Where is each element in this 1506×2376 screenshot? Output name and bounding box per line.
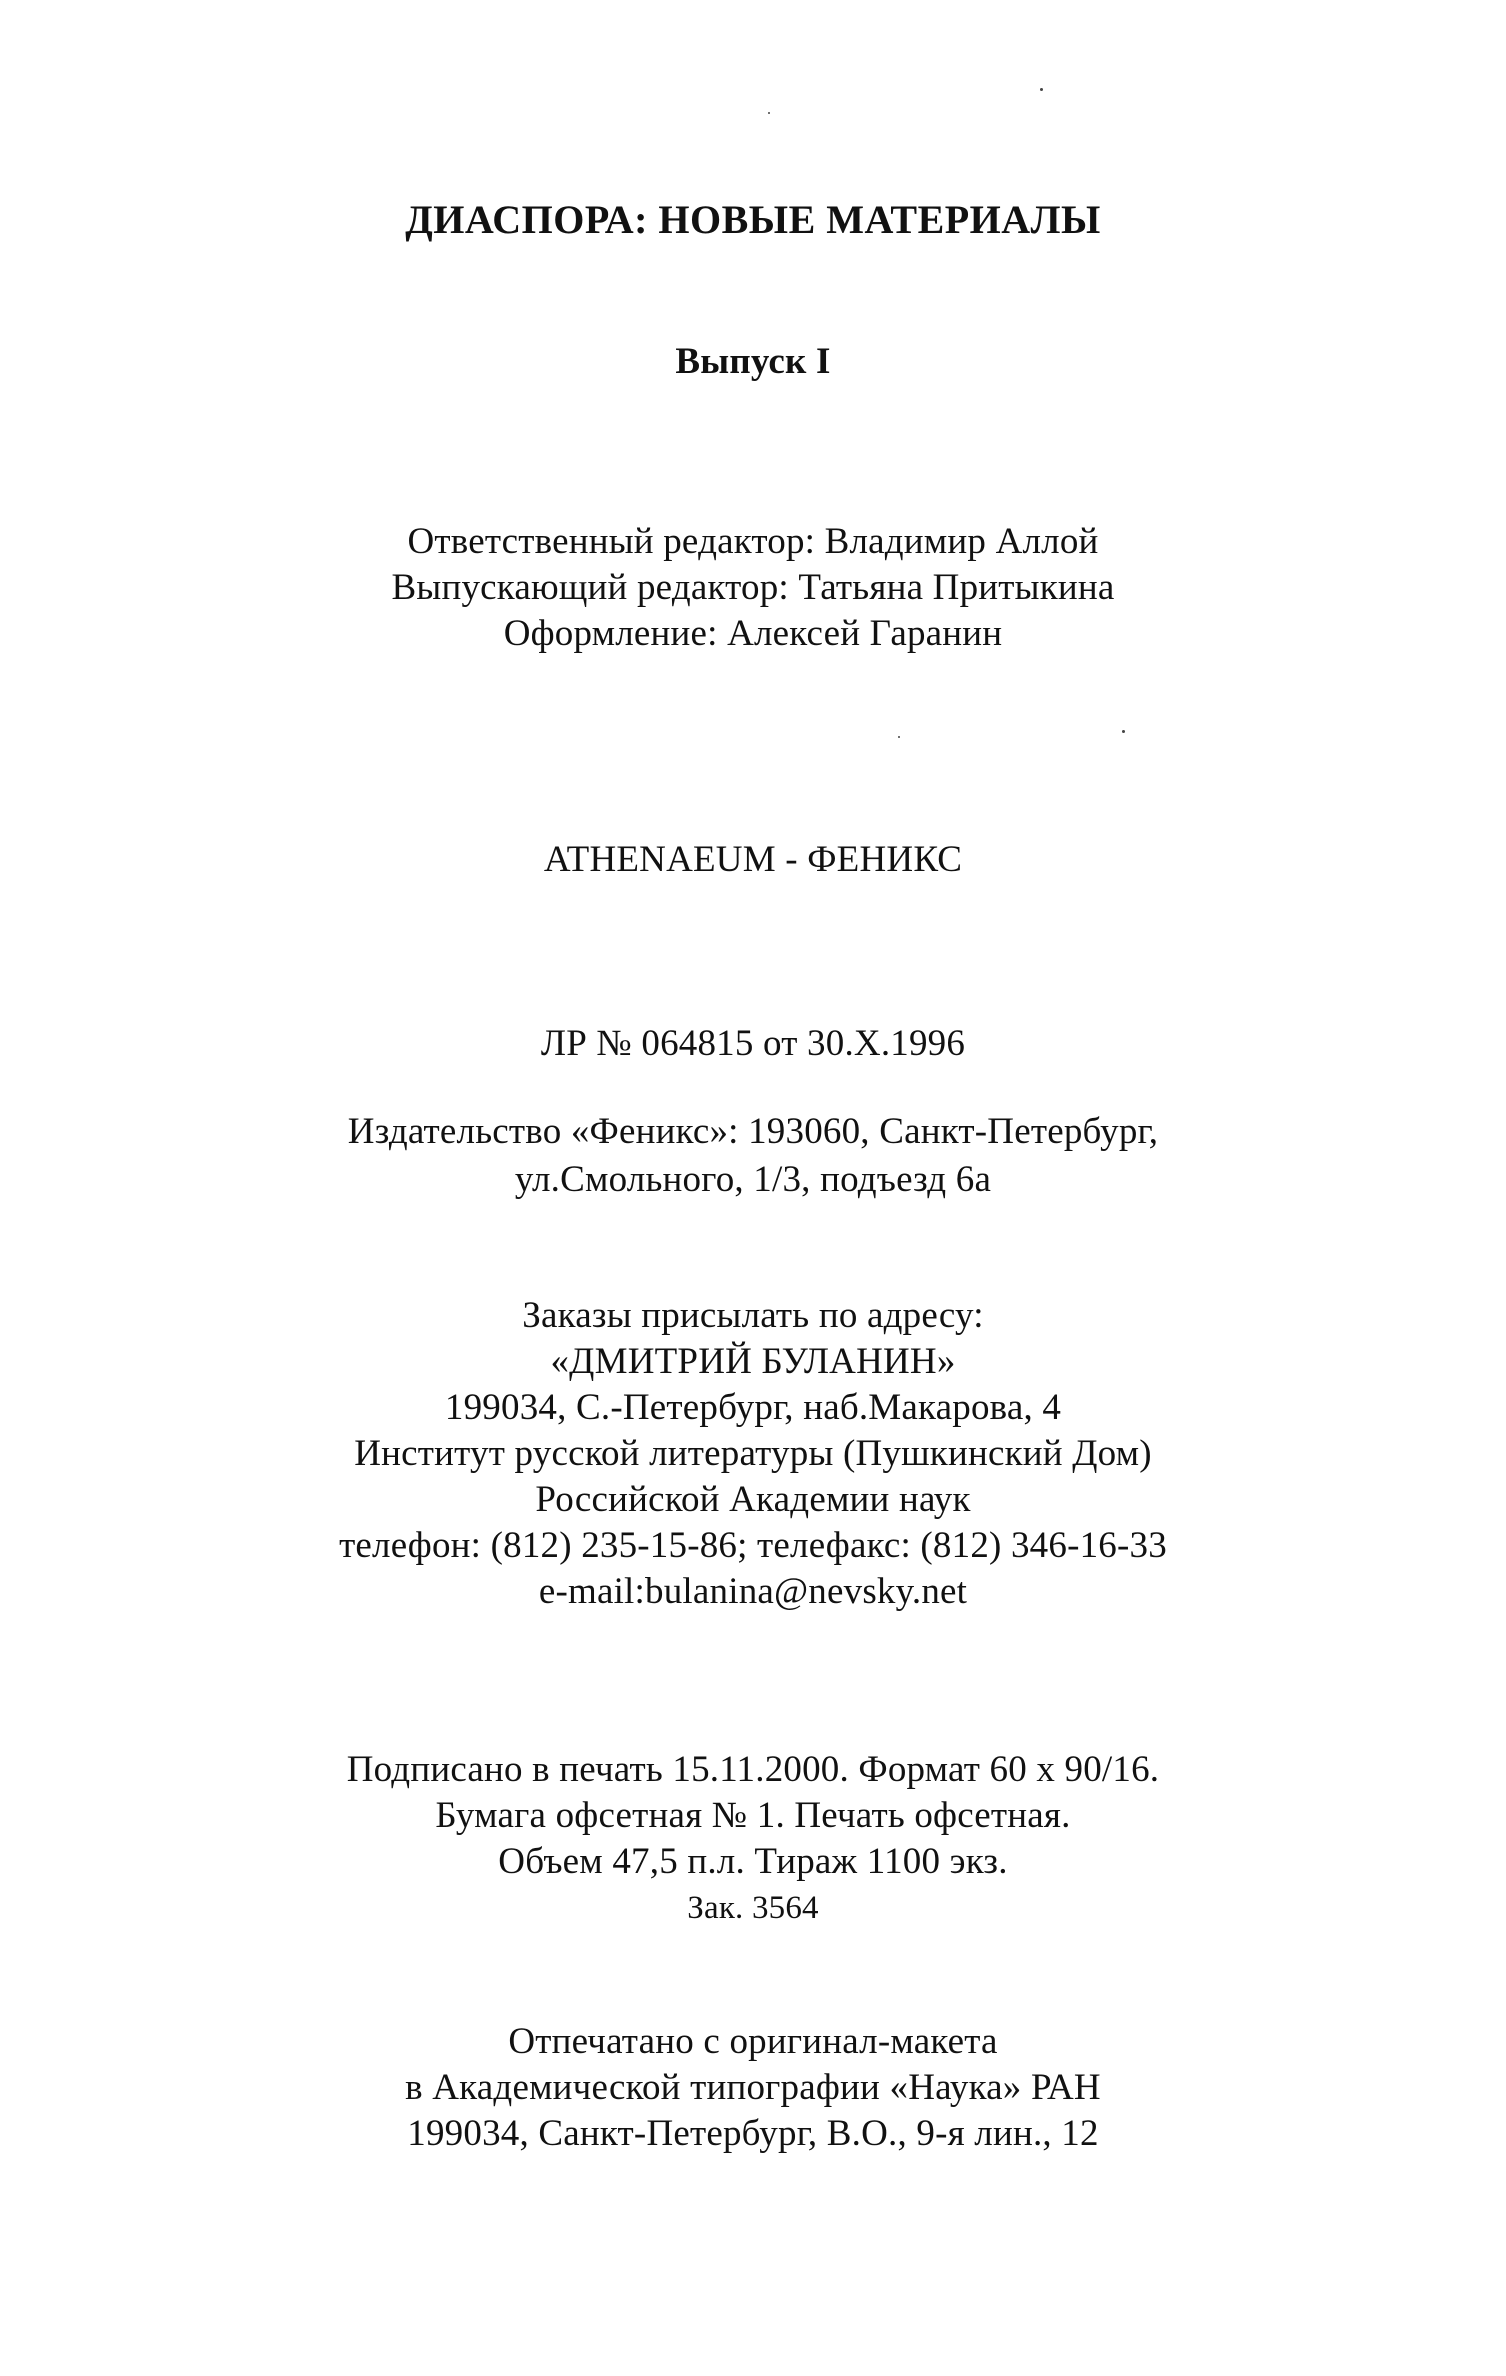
orders-institute: Институт русской литературы (Пушкинский Дом) bbox=[354, 1433, 1152, 1474]
scan-speck bbox=[1040, 88, 1043, 91]
orders-heading: Заказы присылать по адресу: bbox=[522, 1295, 984, 1336]
print-info-volume: Объем 47,5 п.л. Тираж 1100 экз. bbox=[498, 1841, 1008, 1882]
scan-speck bbox=[768, 112, 770, 114]
scan-speck bbox=[1122, 730, 1125, 733]
book-title: ДИАСПОРА: НОВЫЕ МАТЕРИАЛЫ bbox=[405, 197, 1101, 242]
printed-by-line-2: в Академической типографии «Наука» РАН bbox=[405, 2067, 1101, 2108]
print-info-signed: Подписано в печать 15.11.2000. Формат 60 х 90/16. bbox=[346, 1749, 1160, 1790]
printed-by-line-1: Отпечатано с оригинал-макета bbox=[508, 2021, 998, 2062]
credit-responsible-editor: Ответственный редактор: Владимир Аллой bbox=[407, 521, 1099, 562]
series-name: ATHENAEUM - ФЕНИКС bbox=[543, 839, 963, 880]
orders-email: e-mail:bulanina@nevsky.net bbox=[538, 1571, 968, 1612]
printed-by-line-3: 199034, Санкт-Петербург, В.О., 9-я лин., 12 bbox=[407, 2113, 1099, 2154]
orders-company: «ДМИТРИЙ БУЛАНИН» bbox=[550, 1341, 956, 1382]
orders-address: 199034, С.-Петербург, наб.Макарова, 4 bbox=[444, 1387, 1062, 1428]
orders-phone: телефон: (812) 235-15-86; телефакс: (812) 346-16-33 bbox=[339, 1525, 1167, 1566]
print-info-order: Зак. 3564 bbox=[687, 1890, 819, 1926]
credit-design: Оформление: Алексей Гаранин bbox=[503, 613, 1003, 654]
issue-number: Выпуск I bbox=[675, 341, 831, 382]
publisher-address-line-1: Издательство «Феникс»: 193060, Санкт-Петербург, bbox=[347, 1111, 1159, 1152]
print-info-paper: Бумага офсетная № 1. Печать офсетная. bbox=[435, 1795, 1071, 1836]
credit-managing-editor: Выпускающий редактор: Татьяна Притыкина bbox=[391, 567, 1115, 608]
orders-academy: Российской Академии наук bbox=[535, 1479, 971, 1520]
scan-speck bbox=[898, 736, 900, 738]
license-number: ЛР № 064815 от 30.Х.1996 bbox=[540, 1023, 966, 1064]
publisher-address-line-2: ул.Смольного, 1/3, подъезд 6а bbox=[514, 1159, 992, 1200]
